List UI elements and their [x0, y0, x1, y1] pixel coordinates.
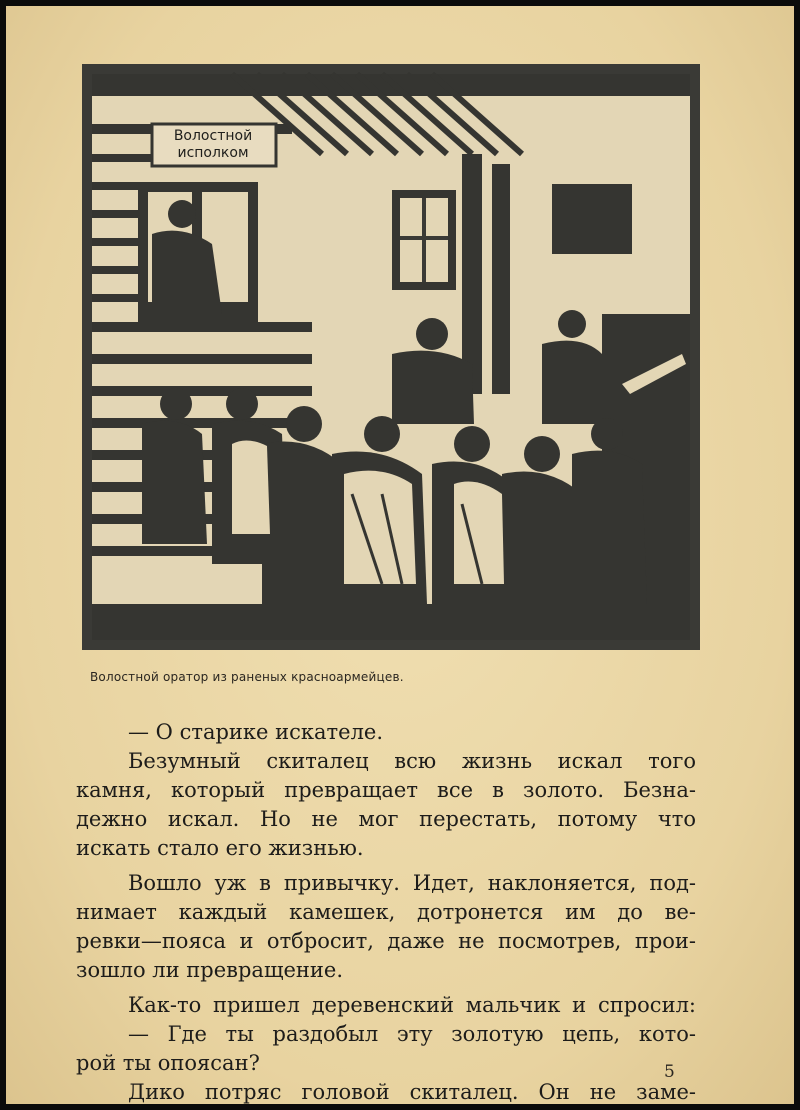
sign-line-2: исполком — [177, 145, 249, 161]
text-line: ревки—пояса и отбросит, даже не посмотрев, прои- — [76, 929, 696, 953]
text-line: Дико потряс головой скиталец. Он не заме- — [128, 1080, 696, 1104]
illustration-sign — [158, 128, 268, 162]
text-line: нимает каждый камешек, дотронется им до ве- — [76, 900, 696, 924]
text-line: дежно искал. Но не мог перестать, потому что — [76, 807, 696, 831]
text-line: камня, который превращает все в золото. Безна- — [76, 778, 696, 802]
book-page — [6, 6, 794, 1104]
illustration-caption: Волостной оратор из раненых красноармейцев. — [90, 670, 404, 684]
text-line: Как-то пришел деревенский мальчик и спросил: — [128, 993, 696, 1017]
text-line: искать стало его жизнью. — [76, 836, 364, 860]
text-line: — О старике искателе. — [128, 720, 384, 744]
text-line: зошло ли превращение. — [76, 958, 343, 982]
text-line: — Где ты раздобыл эту золотую цепь, кото- — [128, 1022, 696, 1046]
body-text — [76, 718, 696, 1107]
page-number: 5 — [664, 1062, 675, 1082]
text-line: Безумный скиталец всю жизнь искал того — [128, 749, 696, 773]
text-line: рой ты опоясан? — [76, 1051, 260, 1075]
text-line: Вошло уж в привычку. Идет, наклоняется, под- — [128, 871, 696, 895]
sign-line-1: Волостной — [173, 128, 253, 144]
